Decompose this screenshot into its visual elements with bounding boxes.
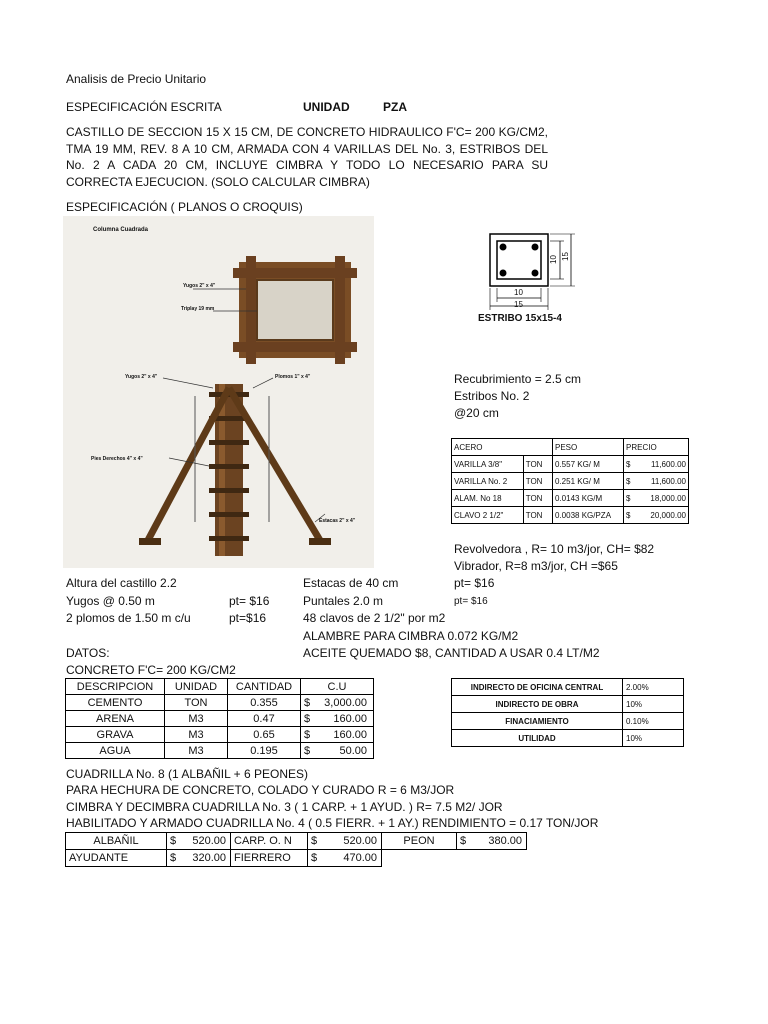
steel-currency: $ [624,507,637,524]
formwork-pt-estacas: pt= $16 [454,576,495,590]
table-row [452,473,689,490]
indirect-label: INDIRECTO DE OBRA [452,696,623,713]
steel-currency: $ [624,473,637,490]
table-row [452,456,689,473]
steel-unit: TON [523,456,552,473]
wage-currency: $ [167,833,184,850]
material-desc: AGUA [66,743,165,759]
table-row [452,713,684,730]
stirrup-dim-inner: 10 [514,288,523,297]
indirect-value: 10% [623,730,684,747]
stirrup-caption: ESTRIBO 15x15-4 [478,313,562,324]
wage-label-ayudante: AYUDANTE [66,850,167,867]
label-triplay: Triplay 19 mm [181,306,215,312]
steel-name: ALAM. No 18 [452,490,524,507]
formwork-estacas: Estacas de 40 cm [303,576,399,590]
steel-table [451,438,689,524]
label-yugos-side: Yugos 2" x 4" [125,374,158,380]
spec-estribos: Estribos No. 2 [454,389,530,403]
unit-label: UNIDAD [303,100,350,114]
label-pies-derechos: Pies Derechos 4" x 4" [91,456,143,462]
materials-header-cu: C.U [301,679,374,695]
formwork-pt-plomos: pt=$16 [229,611,267,625]
material-cu: 160.00 [317,727,374,743]
materials-table [65,678,374,759]
table-row [452,490,689,507]
material-unit: M3 [165,711,228,727]
steel-currency: $ [624,490,637,507]
wage-currency: $ [457,833,474,850]
spec-written-label: ESPECIFICACIÓN ESCRITA [66,100,222,114]
steel-name: CLAVO 2 1/2" [452,507,524,524]
spec-description: CASTILLO DE SECCION 15 X 15 CM, DE CONCRETO HIDRAULICO F'C= 200 KG/CM2, TMA 19 MM, REV. 8 A 10 CM, ARMADA CON 4 VARILLAS DEL No. 3, ESTRIBOS DEL No. 2 A CADA 20 CM, INCLUYE CIMBRA Y TODO LO NECESARIO PARA SU CORRECTA EJECUCION. (SOLO CALCULAR CIMBRA) [66,125,548,189]
wage-label-fierrero: FIERRERO [231,850,308,867]
drawing-title: Columna Cuadrada [93,227,149,233]
material-currency: $ [301,711,318,727]
formwork-altura: Altura del castillo 2.2 [66,576,177,590]
table-row [452,507,689,524]
steel-weight: 0.251 KG/ M [553,473,624,490]
material-qty: 0.195 [228,743,301,759]
steel-price: 18,000.00 [636,490,689,507]
spec-plans-label: ESPECIFICACIÓN ( PLANOS O CROQUIS) [66,200,303,214]
steel-unit: TON [523,507,552,524]
formwork-puntales: Puntales 2.0 m [303,594,384,608]
wage-label-albanil: ALBAÑIL [66,833,167,850]
concrete-spec: CONCRETO F'C= 200 KG/CM2 [66,663,236,677]
steel-name: VARILLA 3/8" [452,456,524,473]
steel-header-acero: ACERO [452,439,553,456]
materials-header-desc: DESCRIPCION [66,679,165,695]
indirect-label: FINACIAMIENTO [452,713,623,730]
table-row [66,711,374,727]
stirrup-dim-outer: 15 [514,300,523,309]
material-desc: ARENA [66,711,165,727]
formwork-alambre: ALAMBRE PARA CIMBRA 0.072 KG/M2 [303,629,519,643]
material-qty: 0.47 [228,711,301,727]
formwork-pt-yugos: pt= $16 [229,594,270,608]
wages-table [65,832,527,867]
table-row [66,833,527,850]
indirect-value: 0.10% [623,713,684,730]
steel-header-precio: PRECIO [624,439,689,456]
datos-label: DATOS: [66,646,110,660]
steel-unit: TON [523,473,552,490]
crew-rebar: HABILITADO Y ARMADO CUADRILLA No. 4 ( 0.5 FIERR. + 1 AY.) RENDIMIENTO = 0.17 TON/JOR [66,816,599,830]
material-currency: $ [301,743,318,759]
steel-weight: 0.557 KG/ M [553,456,624,473]
indirect-value: 2.00% [623,679,684,696]
formwork-yugos: Yugos @ 0.50 m [66,594,155,608]
wage-empty-cell [382,850,527,867]
spec-recubrimiento: Recubrimiento = 2.5 cm [454,372,582,386]
crew-8: CUADRILLA No. 8 (1 ALBAÑIL + 6 PEONES) [66,767,308,781]
material-cu: 3,000.00 [317,695,374,711]
steel-name: VARILLA No. 2 [452,473,524,490]
indirect-label: UTILIDAD [452,730,623,747]
label-estacas: Estacas 2" x 4" [319,518,356,524]
equipment-vibrator: Vibrador, R=8 m3/jor, CH =$65 [454,559,618,573]
material-currency: $ [301,695,318,711]
materials-header-qty: CANTIDAD [228,679,301,695]
wage-amount-peon: 380.00 [473,833,527,850]
indirect-label: INDIRECTO DE OFICINA CENTRAL [452,679,623,696]
stirrup-dim-v-outer: 15 [560,252,570,261]
wage-amount-carpintero: 520.00 [324,833,382,850]
stirrup-dim-v-inner: 10 [548,255,558,264]
formwork-svg [63,216,374,568]
wage-currency: $ [167,850,184,867]
steel-price: 11,600.00 [636,473,689,490]
material-currency: $ [301,727,318,743]
material-desc: GRAVA [66,727,165,743]
formwork-plomos: 2 plomos de 1.50 m c/u [66,611,191,625]
wage-currency: $ [308,850,325,867]
steel-weight: 0.0038 KG/PZA [553,507,624,524]
wage-amount-ayudante: 320.00 [183,850,231,867]
steel-currency: $ [624,456,637,473]
label-yugos-top: Yugos 2" x 4" [183,283,216,289]
steel-weight: 0.0143 KG/M [553,490,624,507]
materials-header-row [66,679,374,695]
steel-price: 20,000.00 [636,507,689,524]
wage-label-carpintero: CARP. O. N [231,833,308,850]
formwork-pt-puntales: pt= $16 [454,596,488,607]
equipment-mixer: Revolvedora , R= 10 m3/jor, CH= $82 [454,542,655,556]
material-qty: 0.355 [228,695,301,711]
steel-unit: TON [523,490,552,507]
table-row [66,695,374,711]
wage-amount-fierrero: 470.00 [324,850,382,867]
table-row [66,743,374,759]
formwork-aceite: ACEITE QUEMADO $8, CANTIDAD A USAR 0.4 LT/M2 [303,646,600,660]
label-plomos: Plomos 1" x 4" [275,374,311,380]
material-desc: CEMENTO [66,695,165,711]
table-row [452,679,684,696]
steel-price: 11,600.00 [636,456,689,473]
spec-spacing: @20 cm [454,406,499,420]
formwork-clavos: 48 clavos de 2 1/2" por m2 [303,611,446,625]
material-unit: M3 [165,727,228,743]
crew-concrete: PARA HECHURA DE CONCRETO, COLADO Y CURADO R = 6 M3/JOR [66,783,455,797]
material-cu: 160.00 [317,711,374,727]
wage-currency: $ [308,833,325,850]
column-formwork-drawing [63,216,374,568]
material-cu: 50.00 [317,743,374,759]
page-title: Analisis de Precio Unitario [66,72,207,86]
steel-header-row [452,439,689,456]
table-row [452,730,684,747]
indirect-value: 10% [623,696,684,713]
table-row [66,850,527,867]
indirects-table [451,678,684,747]
unit-value: PZA [383,100,407,114]
stirrup-drawing [470,228,580,332]
steel-header-peso: PESO [553,439,624,456]
table-row [452,696,684,713]
wage-label-peon: PEON [382,833,457,850]
material-unit: TON [165,695,228,711]
material-unit: M3 [165,743,228,759]
table-row [66,727,374,743]
materials-header-unit: UNIDAD [165,679,228,695]
crew-formwork: CIMBRA Y DECIMBRA CUADRILLA No. 3 ( 1 CARP. + 1 AYUD. ) R= 7.5 M2/ JOR [66,800,503,814]
material-qty: 0.65 [228,727,301,743]
wage-amount-albanil: 520.00 [183,833,231,850]
